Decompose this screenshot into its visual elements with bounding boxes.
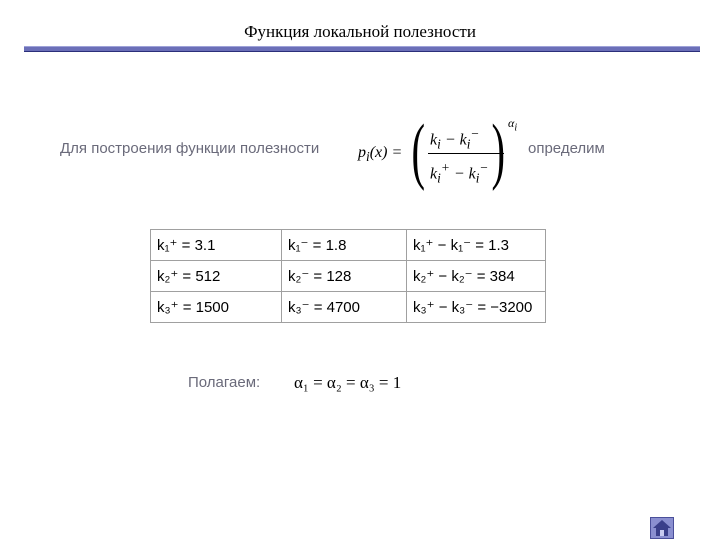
- table-cell: k₁⁻ = 1.8: [282, 230, 407, 261]
- title-divider: [24, 46, 700, 52]
- utility-formula: [358, 108, 528, 190]
- intro-text: Для построения функции полезности: [60, 140, 320, 157]
- table-row: [151, 261, 546, 292]
- formula-left-paren: (: [411, 110, 426, 192]
- table-row: [151, 230, 546, 261]
- assumption-label: Полагаем:: [188, 374, 261, 391]
- home-button[interactable]: [650, 517, 674, 539]
- table-cell: k₃⁺ − k₃⁻ = −3200: [407, 292, 546, 323]
- table-cell: k₃⁻ = 4700: [282, 292, 407, 323]
- assumption-equation: α₁ = α₂ = α₃ = 1: [294, 373, 402, 392]
- table-cell: k₁⁺ = 3.1: [151, 230, 282, 261]
- formula-right-paren: ): [491, 110, 506, 192]
- table-cell: k₃⁺ = 1500: [151, 292, 282, 323]
- slide-title: Функция локальной полезности: [244, 22, 476, 41]
- table-cell: k₂⁺ = 512: [151, 261, 282, 292]
- table-row: [151, 292, 546, 323]
- formula-lhs: $p_i(x)$ =: [358, 144, 403, 165]
- bounds-table: [150, 229, 546, 323]
- formula-exponent: $\alpha_i$: [508, 116, 518, 134]
- formula-denominator: $k_i^+ - k_i^-$: [430, 160, 489, 186]
- table-cell: k₂⁺ − k₂⁻ = 384: [407, 261, 546, 292]
- formula-numerator: $k_i - k_i^-$: [430, 126, 480, 152]
- home-icon: [651, 518, 673, 538]
- table-cell: k₂⁻ = 128: [282, 261, 407, 292]
- intro-text-after: определим: [528, 140, 605, 157]
- table-cell: k₁⁺ − k₁⁻ = 1.3: [407, 230, 546, 261]
